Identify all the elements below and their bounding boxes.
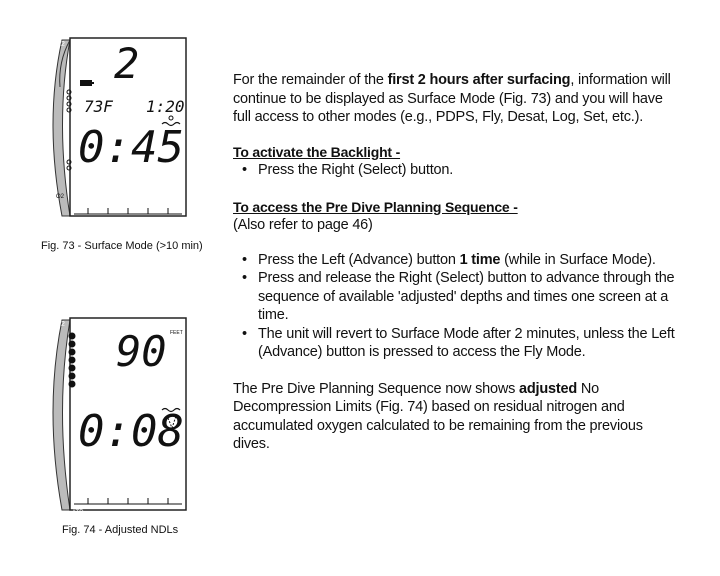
depth-value: 90 (116, 327, 167, 376)
o2-label: O2 (56, 194, 65, 200)
figure-74-caption: Fig. 74 - Adjusted NDLs (62, 524, 179, 536)
surface-interval: 0:45 (78, 122, 184, 173)
pdps-bullet-3: • The unit will revert to Surface Mode after 2 minutes, unless the Left (Advance) button is pressed to access the Fly Mode. (242, 325, 675, 360)
atr-label-74: ATR (72, 510, 84, 514)
n2-label: N2 (56, 41, 65, 48)
pdps-note: (Also refer to page 46) (233, 217, 373, 233)
figure-74-lcd (50, 314, 190, 514)
time-of-day: 1:20 (146, 97, 185, 116)
top-digit: 2 (114, 39, 140, 88)
n2-label-74: N2 (56, 321, 65, 328)
pdps-heading: To access the Pre Dive Planning Sequence - (233, 198, 518, 215)
final-paragraph: The Pre Dive Planning Sequence now shows adjusted No Decompression Limits (Fig. 74) based on residual nitrogen and accumulated oxygen calculated to be remaining from the previous dives. (233, 380, 643, 452)
pdps-bullet-2: • Press and release the Right (Select) button to advance through the sequence of available 'adjusted' depths and times one screen at a time. (242, 270, 675, 323)
backlight-heading: To activate the Backlight - (233, 143, 401, 160)
atr-label: ATR (72, 218, 84, 222)
adjusted-ndl: 0:08 (78, 406, 184, 457)
backlight-bullet: • Press the Right (Select) button. (242, 162, 454, 178)
body-text (233, 71, 683, 454)
intro-paragraph: For the remainder of the first 2 hours after surfacing, information will continue to be displayed as Surface Mode (Fig. 73) and you will have full access to other modes (e.g., PDPS, Fly, Desat, Log, Set, etc.). (233, 72, 671, 125)
figure-73-caption: Fig. 73 - Surface Mode (>10 min) (41, 240, 203, 252)
depth-unit: FEET (170, 330, 183, 336)
temperature: 73F (84, 97, 113, 116)
figure-73-lcd (50, 32, 190, 222)
pdps-bullet-1: • Press the Left (Advance) button 1 time (while in Surface Mode). (242, 251, 656, 268)
